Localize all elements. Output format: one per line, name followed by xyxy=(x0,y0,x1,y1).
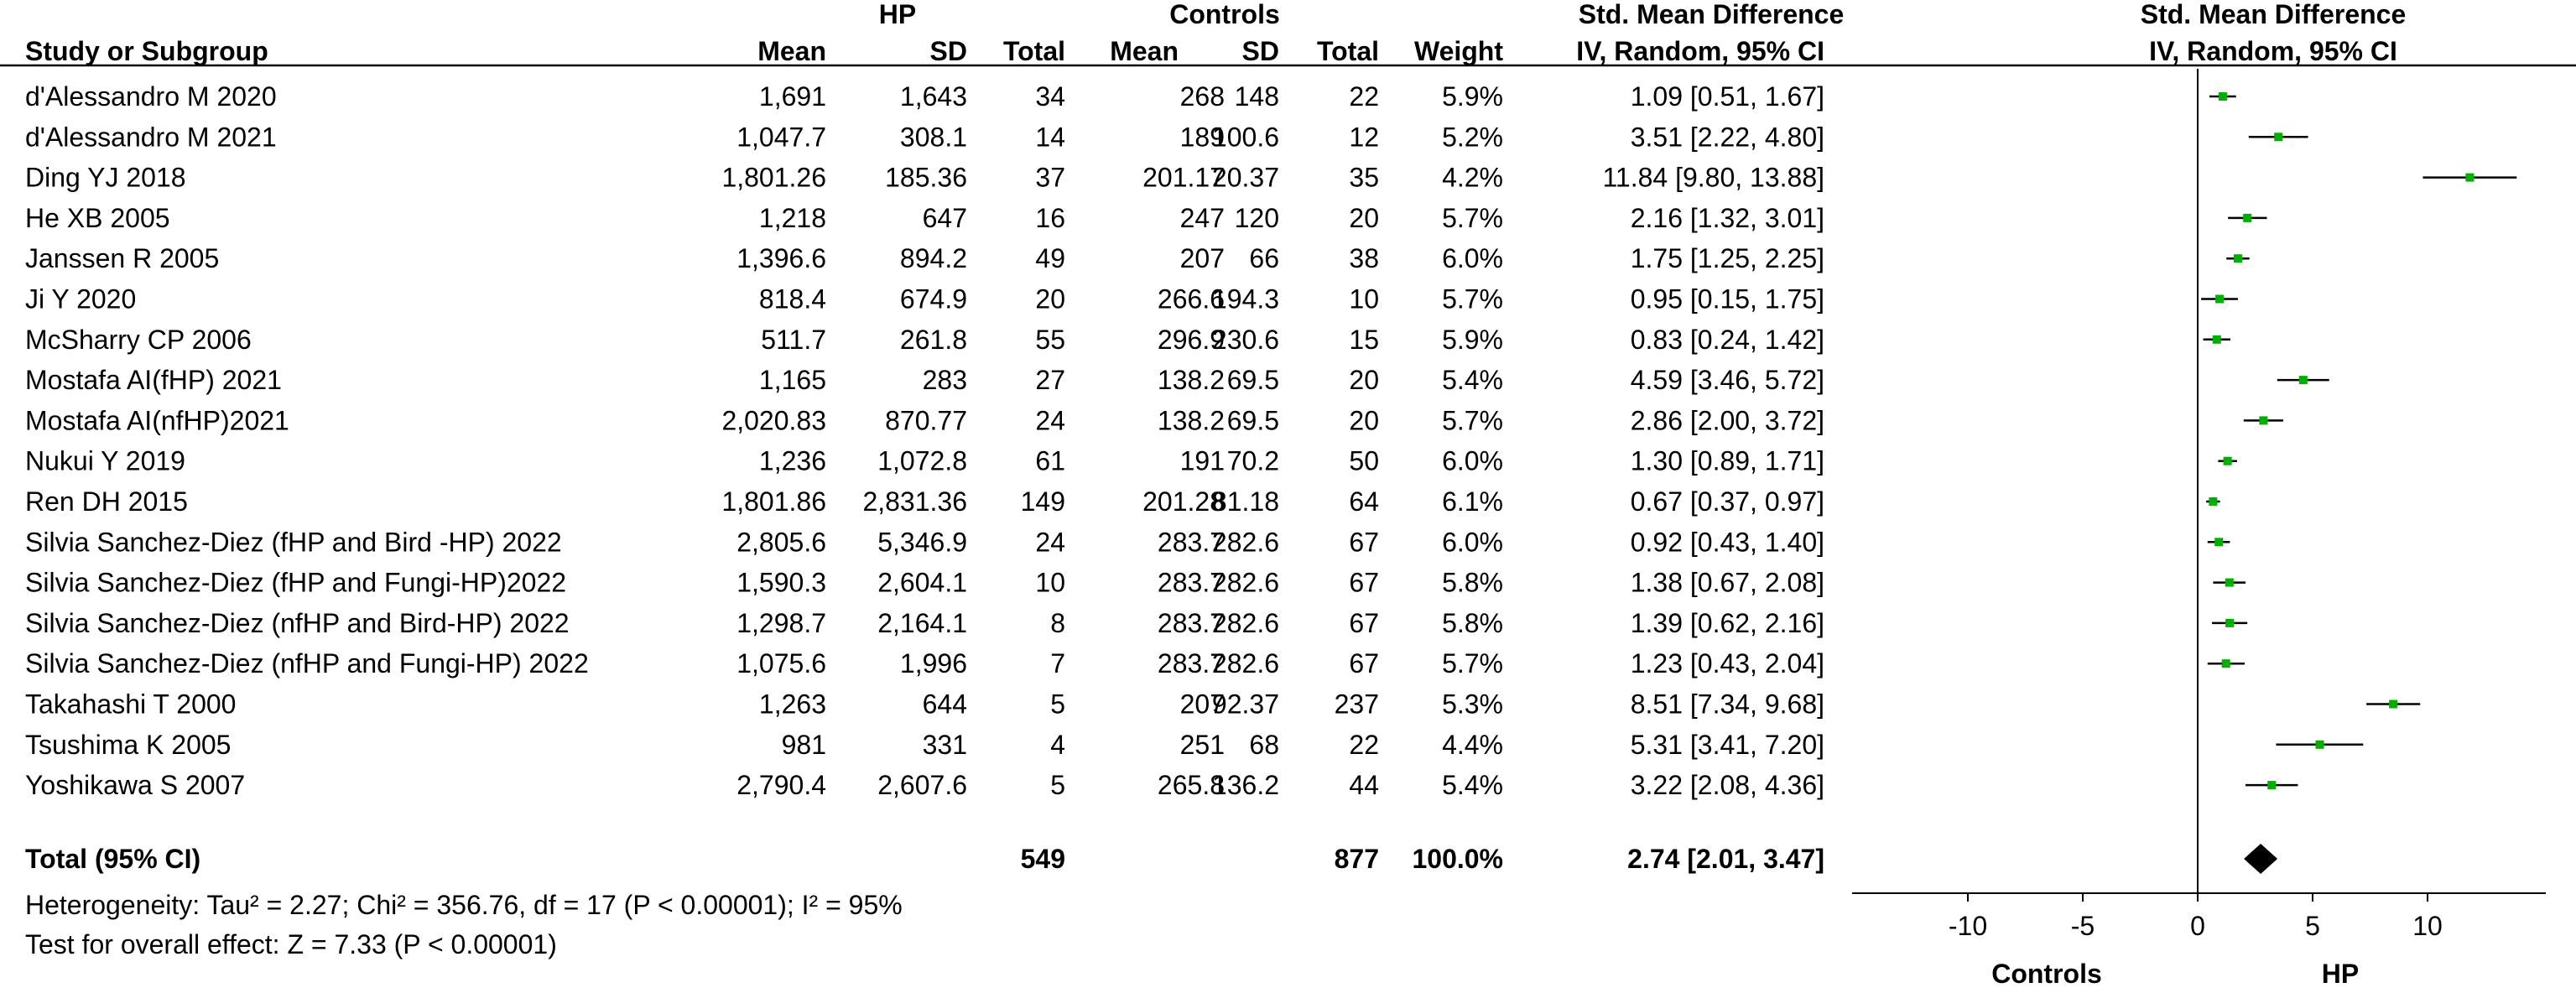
effect-marker xyxy=(2259,416,2267,424)
smd-ci: 4.59 [3.46, 5.72] xyxy=(1630,365,1824,396)
hp-sd: 2,831.36 xyxy=(862,486,967,517)
hp-mean: 1,298.7 xyxy=(736,607,826,638)
effect-marker xyxy=(2222,659,2230,668)
hp-mean: 1,691 xyxy=(758,81,826,112)
controls-sd: 69.5 xyxy=(1226,365,1279,396)
total-ci: 2.74 [2.01, 3.47] xyxy=(1627,844,1824,874)
controls-mean: 283.7 xyxy=(1157,567,1225,598)
effect-marker xyxy=(2213,335,2221,344)
controls-total: 12 xyxy=(1349,122,1379,153)
hp-mean: 2,805.6 xyxy=(736,527,826,558)
controls-mean: 201.17 xyxy=(1142,162,1225,193)
hp-mean: 2,790.4 xyxy=(736,770,826,801)
study-name: Tsushima K 2005 xyxy=(25,729,232,760)
controls-total: 67 xyxy=(1349,607,1379,638)
weight: 5.8% xyxy=(1442,567,1503,598)
smd-ci: 1.38 [0.67, 2.08] xyxy=(1630,567,1824,598)
study-row xyxy=(25,325,2230,355)
controls-mean: 251 xyxy=(1179,729,1225,760)
effect-marker xyxy=(2225,579,2234,587)
study-row xyxy=(25,486,2220,517)
weight: 5.7% xyxy=(1442,283,1503,315)
controls-mean: 266.6 xyxy=(1157,283,1225,315)
controls-total: 67 xyxy=(1349,648,1379,679)
smd-ci: 5.31 [3.41, 7.20] xyxy=(1630,729,1824,760)
hp-total: 16 xyxy=(1035,202,1065,233)
controls-sd: 194.3 xyxy=(1211,283,1279,315)
study-name: d'Alessandro M 2021 xyxy=(25,122,277,153)
weight: 5.9% xyxy=(1442,81,1503,112)
controls-total-header: Total xyxy=(1316,36,1379,66)
hp-total: 55 xyxy=(1035,324,1065,355)
weight: 5.2% xyxy=(1442,122,1503,153)
weight: 4.2% xyxy=(1442,162,1503,193)
smd-ci: 11.84 [9.80, 13.88] xyxy=(1602,162,1824,193)
controls-total: 50 xyxy=(1349,445,1379,476)
hp-sd: 331 xyxy=(922,729,967,760)
controls-sd: 120 xyxy=(1234,202,1279,233)
controls-total: 35 xyxy=(1349,162,1379,193)
study-name: McSharry CP 2006 xyxy=(25,324,252,355)
hp-sd: 1,643 xyxy=(899,81,967,112)
controls-sd: 282.6 xyxy=(1211,648,1279,679)
favours-controls-label: Controls xyxy=(1991,959,2102,989)
hp-mean: 1,075.6 xyxy=(736,648,826,679)
study-row xyxy=(25,770,2298,800)
controls-sd: 69.5 xyxy=(1226,405,1279,436)
weight: 5.7% xyxy=(1442,648,1503,679)
plot-header-title: Std. Mean Difference xyxy=(2140,0,2407,29)
controls-total: 10 xyxy=(1349,283,1379,315)
controls-total: 38 xyxy=(1349,243,1379,274)
controls-total: 22 xyxy=(1349,81,1379,112)
study-row xyxy=(25,122,2308,152)
weight-header: Weight xyxy=(1413,36,1503,66)
x-tick-label: 0 xyxy=(2190,911,2205,941)
total-controls: 877 xyxy=(1334,844,1379,874)
study-name: Yoshikawa S 2007 xyxy=(25,770,246,801)
controls-mean: 247 xyxy=(1179,202,1225,233)
weight: 6.0% xyxy=(1442,445,1503,476)
study-row xyxy=(25,405,2283,435)
x-tick-label: 5 xyxy=(2305,911,2320,941)
hp-sd: 5,346.9 xyxy=(877,527,967,558)
weight: 5.3% xyxy=(1442,689,1503,720)
smd-header-title: Std. Mean Difference xyxy=(1578,0,1845,29)
controls-sd: 66 xyxy=(1249,243,1279,274)
controls-sd: 282.6 xyxy=(1211,607,1279,638)
effect-marker xyxy=(2267,781,2276,789)
study-row xyxy=(25,689,2420,720)
study-row xyxy=(25,243,2250,273)
hp-sd: 647 xyxy=(922,202,967,233)
hp-mean: 1,236 xyxy=(758,445,826,476)
study-row xyxy=(25,527,2230,557)
controls-sd: 136.2 xyxy=(1211,770,1279,801)
controls-total: 22 xyxy=(1349,729,1379,760)
study-row xyxy=(25,648,2245,678)
study-name: Mostafa AI(fHP) 2021 xyxy=(25,365,282,396)
hp-mean: 1,165 xyxy=(758,365,826,396)
hp-total-header: Total xyxy=(1002,36,1065,66)
smd-ci: 0.67 [0.37, 0.97] xyxy=(1630,486,1824,517)
study-row xyxy=(25,608,2247,638)
hp-sd: 2,604.1 xyxy=(877,567,967,598)
controls-mean: 296.9 xyxy=(1157,324,1225,355)
weight: 5.9% xyxy=(1442,324,1503,355)
hp-group-header: HP xyxy=(878,0,917,29)
study-name: Mostafa AI(nfHP)2021 xyxy=(25,405,289,436)
study-name: Silvia Sanchez-Diez (fHP and Bird -HP) 2022 xyxy=(25,527,562,558)
effect-marker xyxy=(2214,538,2223,546)
plot-header-method: IV, Random, 95% CI xyxy=(2149,36,2397,66)
controls-sd: 100.6 xyxy=(1211,122,1279,153)
hp-total: 149 xyxy=(1020,486,1065,517)
hp-mean: 981 xyxy=(781,729,826,760)
favours-hp-label: HP xyxy=(2321,959,2360,989)
study-row xyxy=(25,284,2238,315)
controls-total: 67 xyxy=(1349,527,1379,558)
smd-ci: 3.22 [2.08, 4.36] xyxy=(1630,770,1824,801)
total-hp: 549 xyxy=(1020,844,1065,874)
smd-ci: 1.23 [0.43, 2.04] xyxy=(1630,648,1824,679)
weight: 4.4% xyxy=(1442,729,1503,760)
weight: 5.8% xyxy=(1442,607,1503,638)
weight: 5.7% xyxy=(1442,202,1503,233)
effect-marker xyxy=(2209,497,2217,506)
smd-header-method: IV, Random, 95% CI xyxy=(1576,36,1824,66)
effect-marker xyxy=(2465,174,2474,182)
study-name: Ding YJ 2018 xyxy=(25,162,186,193)
effect-marker xyxy=(2243,214,2251,222)
controls-total: 237 xyxy=(1334,689,1379,720)
effect-marker xyxy=(2389,700,2397,709)
hp-total: 4 xyxy=(1050,729,1065,760)
hp-mean: 1,218 xyxy=(758,202,826,233)
controls-mean: 201.28 xyxy=(1142,486,1225,517)
controls-group-header: Controls xyxy=(1169,0,1280,29)
controls-sd: 70.2 xyxy=(1226,445,1279,476)
study-row xyxy=(25,81,2236,112)
hp-sd: 283 xyxy=(922,365,967,396)
controls-total: 15 xyxy=(1349,324,1379,355)
hp-sd: 308.1 xyxy=(899,122,967,153)
hp-sd: 1,996 xyxy=(899,648,967,679)
study-name: Ren DH 2015 xyxy=(25,486,188,517)
controls-mean: 268 xyxy=(1179,81,1225,112)
hp-total: 14 xyxy=(1035,122,1065,153)
hp-mean: 1,801.86 xyxy=(721,486,826,517)
controls-total: 64 xyxy=(1349,486,1379,517)
smd-ci: 2.16 [1.32, 3.01] xyxy=(1630,202,1824,233)
smd-ci: 2.86 [2.00, 3.72] xyxy=(1630,405,1824,436)
study-row xyxy=(25,163,2516,193)
hp-mean: 1,047.7 xyxy=(736,122,826,153)
controls-mean: 191 xyxy=(1179,445,1225,476)
smd-ci: 0.83 [0.24, 1.42] xyxy=(1630,324,1824,355)
hp-total: 24 xyxy=(1035,405,1065,436)
effect-marker xyxy=(2234,254,2242,263)
total-label: Total (95% CI) xyxy=(25,844,201,874)
study-row xyxy=(25,568,2246,598)
controls-mean: 207 xyxy=(1179,243,1225,274)
study-row xyxy=(25,365,2329,395)
hp-mean-header: Mean xyxy=(757,36,826,66)
controls-mean-header: Mean xyxy=(1110,36,1179,66)
hp-mean: 1,396.6 xyxy=(736,243,826,274)
controls-sd: 148 xyxy=(1234,81,1279,112)
controls-mean: 283.7 xyxy=(1157,648,1225,679)
study-col-header: Study or Subgroup xyxy=(25,36,268,66)
hp-sd: 261.8 xyxy=(899,324,967,355)
hp-total: 8 xyxy=(1050,607,1065,638)
weight: 5.7% xyxy=(1442,405,1503,436)
x-tick-label: 10 xyxy=(2412,911,2443,941)
hp-sd: 894.2 xyxy=(899,243,967,274)
study-name: Ji Y 2020 xyxy=(25,283,137,315)
study-name: Takahashi T 2000 xyxy=(25,689,237,720)
smd-ci: 1.39 [0.62, 2.16] xyxy=(1630,607,1824,638)
hp-sd: 185.36 xyxy=(885,162,967,193)
hp-total: 24 xyxy=(1035,527,1065,558)
weight: 5.4% xyxy=(1442,770,1503,801)
hp-sd: 674.9 xyxy=(899,283,967,315)
weight: 6.1% xyxy=(1442,486,1503,517)
controls-sd: 230.6 xyxy=(1211,324,1279,355)
smd-ci: 0.92 [0.43, 1.40] xyxy=(1630,527,1824,558)
controls-total: 20 xyxy=(1349,405,1379,436)
study-name: Janssen R 2005 xyxy=(25,243,220,274)
controls-mean: 138.2 xyxy=(1157,365,1225,396)
hp-sd: 1,072.8 xyxy=(877,445,967,476)
hp-mean: 511.7 xyxy=(761,324,826,355)
hp-mean: 1,590.3 xyxy=(736,567,826,598)
controls-mean: 189 xyxy=(1179,122,1225,153)
weight: 6.0% xyxy=(1442,527,1503,558)
effect-marker xyxy=(2215,295,2224,304)
effect-marker xyxy=(2315,741,2324,749)
hp-total: 27 xyxy=(1035,365,1065,396)
total-weight: 100.0% xyxy=(1412,844,1503,874)
controls-sd: 282.6 xyxy=(1211,567,1279,598)
hp-sd: 870.77 xyxy=(885,405,967,436)
hp-total: 61 xyxy=(1035,445,1065,476)
controls-sd: 92.37 xyxy=(1211,689,1279,720)
smd-ci: 1.30 [0.89, 1.71] xyxy=(1630,445,1824,476)
controls-sd: 68 xyxy=(1249,729,1279,760)
controls-total: 20 xyxy=(1349,365,1379,396)
hp-total: 20 xyxy=(1035,283,1065,315)
effect-marker xyxy=(2299,376,2308,384)
controls-mean: 265.8 xyxy=(1157,770,1225,801)
hp-total: 7 xyxy=(1050,648,1065,679)
study-row xyxy=(25,203,2266,233)
hp-total: 37 xyxy=(1035,162,1065,193)
study-name: d'Alessandro M 2020 xyxy=(25,81,277,112)
controls-total: 44 xyxy=(1349,770,1379,801)
hp-mean: 2,020.83 xyxy=(721,405,826,436)
overall-effect-test: Test for overall effect: Z = 7.33 (P < 0.00001) xyxy=(25,929,557,959)
study-name: Silvia Sanchez-Diez (nfHP and Bird-HP) 2022 xyxy=(25,607,570,638)
controls-sd-header: SD xyxy=(1241,36,1279,66)
hp-sd: 2,607.6 xyxy=(877,770,967,801)
effect-marker xyxy=(2274,133,2282,141)
hp-total: 10 xyxy=(1035,567,1065,598)
controls-sd: 81.18 xyxy=(1211,486,1279,517)
smd-ci: 0.95 [0.15, 1.75] xyxy=(1630,283,1824,315)
hp-mean: 818.4 xyxy=(758,283,826,315)
hp-sd-header: SD xyxy=(929,36,967,66)
study-name: Silvia Sanchez-Diez (nfHP and Fungi-HP) 2022 xyxy=(25,648,589,679)
study-row xyxy=(25,730,2363,760)
controls-sd: 20.37 xyxy=(1211,162,1279,193)
study-name: He XB 2005 xyxy=(25,202,170,233)
effect-marker xyxy=(2225,619,2234,627)
controls-total: 67 xyxy=(1349,567,1379,598)
controls-mean: 207 xyxy=(1179,689,1225,720)
smd-ci: 3.51 [2.22, 4.80] xyxy=(1630,122,1824,153)
hp-total: 5 xyxy=(1050,689,1065,720)
smd-ci: 8.51 [7.34, 9.68] xyxy=(1630,689,1824,720)
hp-sd: 644 xyxy=(922,689,967,720)
controls-mean: 283.7 xyxy=(1157,607,1225,638)
controls-mean: 283.7 xyxy=(1157,527,1225,558)
effect-marker xyxy=(2219,92,2227,101)
hp-mean: 1,263 xyxy=(758,689,826,720)
hp-mean: 1,801.26 xyxy=(721,162,826,193)
controls-mean: 138.2 xyxy=(1157,405,1225,436)
controls-total: 20 xyxy=(1349,202,1379,233)
x-tick-label: -10 xyxy=(1948,911,1988,941)
hp-total: 49 xyxy=(1035,243,1065,274)
study-name: Silvia Sanchez-Diez (fHP and Fungi-HP)2022 xyxy=(25,567,567,598)
hp-total: 5 xyxy=(1050,770,1065,801)
pooled-effect-diamond xyxy=(2244,844,2277,874)
smd-ci: 1.09 [0.51, 1.67] xyxy=(1630,81,1824,112)
weight: 6.0% xyxy=(1442,243,1503,274)
effect-marker xyxy=(2224,457,2232,465)
x-tick-label: -5 xyxy=(2070,911,2095,941)
weight: 5.4% xyxy=(1442,365,1503,396)
study-name: Nukui Y 2019 xyxy=(25,445,185,476)
controls-sd: 282.6 xyxy=(1211,527,1279,558)
hp-sd: 2,164.1 xyxy=(877,607,967,638)
heterogeneity-stats: Heterogeneity: Tau² = 2.27; Chi² = 356.76, df = 17 (P < 0.00001); I² = 95% xyxy=(25,890,903,920)
hp-total: 34 xyxy=(1035,81,1065,112)
study-row xyxy=(25,446,2237,476)
smd-ci: 1.75 [1.25, 2.25] xyxy=(1630,243,1824,274)
